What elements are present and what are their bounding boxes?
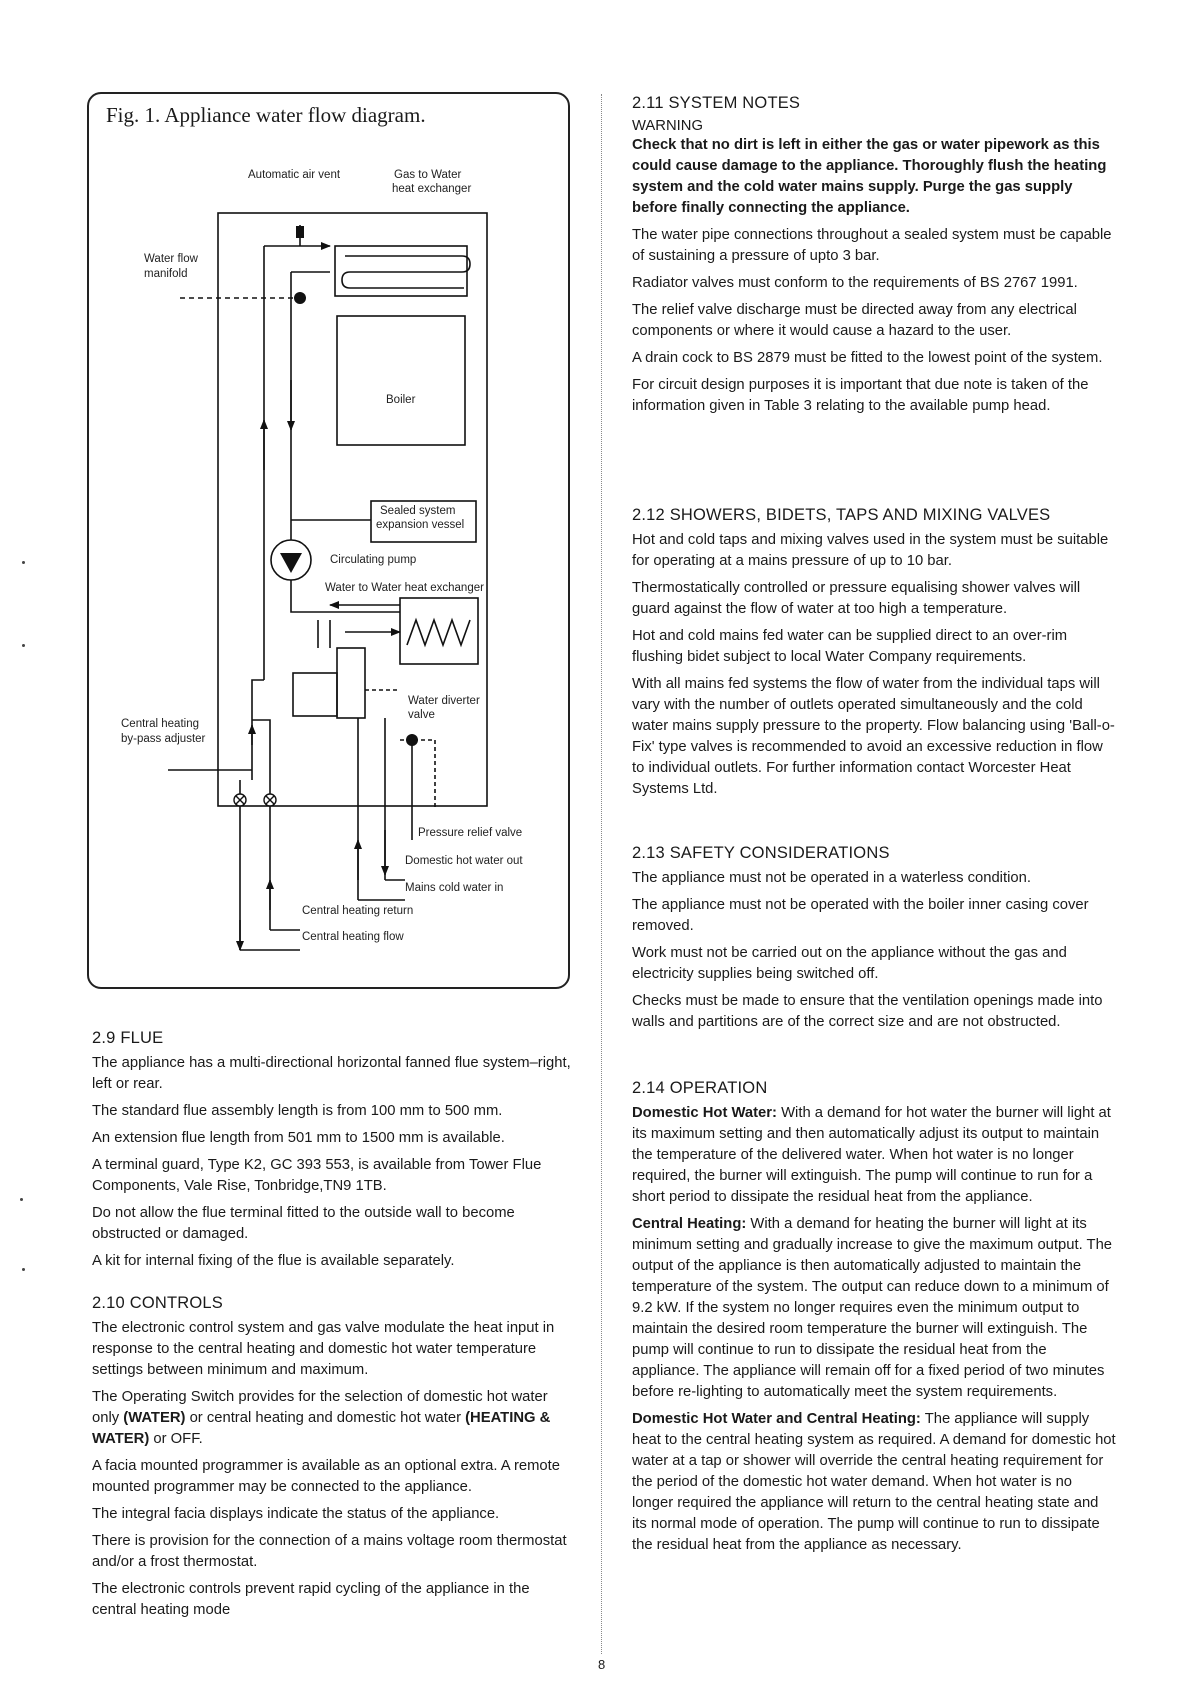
- margin-speck: [22, 644, 25, 647]
- margin-speck: [22, 561, 25, 564]
- controls-p6: The electronic controls prevent rapid cycling of the appliance in the central heating mode: [92, 1581, 530, 1618]
- operation-both: [632, 1409, 1116, 1556]
- section-flue: [92, 1029, 574, 1278]
- label-ch-bypass-2: by-pass adjuster: [121, 733, 206, 745]
- label-circulating-pump: Circulating pump: [330, 554, 417, 566]
- warning-text: Check that no dirt is left in either the gas or water pipework as this could cause damage to the appliance. Thoroughly flush the heating system and the cold water mains supply. Purge the gas supply before finally connecting the appliance.: [632, 137, 1107, 216]
- label-sealed-1: Sealed system: [380, 505, 456, 517]
- label-ch-return: Central heating return: [302, 905, 414, 917]
- controls-p2: [92, 1387, 574, 1450]
- label-water-flow-1: Water flow: [144, 253, 198, 265]
- flue-p2: The standard flue assembly length is from 100 mm to 500 mm.: [92, 1103, 503, 1119]
- label-diverter-2: valve: [408, 709, 435, 721]
- section-operation: [632, 1079, 1116, 1562]
- operation-dhw: [632, 1103, 1116, 1208]
- showers-p3: Hot and cold mains fed water can be supplied direct to an over-rim flushing bidet subject to local Water Company requirements.: [632, 628, 1068, 665]
- label-boiler: Boiler: [386, 394, 416, 406]
- operation-both-lead: Domestic Hot Water and Central Heating:: [632, 1411, 921, 1427]
- label-pressure-relief: Pressure relief valve: [418, 827, 523, 839]
- system-notes-p1: The water pipe connections throughout a sealed system must be capable of sustaining a pressure of upto 3 bar.: [632, 227, 1112, 264]
- system-notes-p2: Radiator valves must conform to the requirements of BS 2767 1991.: [632, 275, 1078, 291]
- showers-p2: Thermostatically controlled or pressure equalising shower valves will guard against the flow of water at too high a temperature.: [632, 580, 1081, 617]
- label-mains-cold: Mains cold water in: [405, 882, 504, 894]
- operation-dhw-text: With a demand for hot water the burner will light at its maximum setting and then automatically adjust its output to maintain the temperature of the delivered water. When hot water is no longer required, the burner will extinguish. The pump will continue to run for a short period to dissipate the residual heat from the appliance.: [632, 1105, 1111, 1205]
- label-dhw-out: Domestic hot water out: [405, 855, 523, 867]
- column-divider: [601, 94, 602, 1654]
- operation-ch-lead: Central Heating:: [632, 1216, 747, 1232]
- flue-p5: Do not allow the flue terminal fitted to the outside wall to become obstructed or damaged.: [92, 1205, 515, 1242]
- system-notes-p5: For circuit design purposes it is important that due note is taken of the information given in Table 3 relating to the available pump head.: [632, 377, 1089, 414]
- safety-p2: The appliance must not be operated with the boiler inner casing cover removed.: [632, 897, 1089, 934]
- flue-heading: 2.9 FLUE: [92, 1029, 164, 1047]
- label-gas-to-water-1: Gas to Water: [394, 169, 462, 181]
- label-sealed-2: expansion vessel: [376, 519, 465, 531]
- warning-label: WARNING: [632, 118, 703, 134]
- label-diverter-1: Water diverter: [408, 695, 480, 707]
- section-system-notes: [632, 94, 1116, 423]
- operation-ch-text: With a demand for heating the burner will light at its minimum setting and gradually increase to give the maximum output. The output of the appliance is then automatically adjusted to maintain the temperature of the system. The output can reduce down to a minimum of 9.2 kW. If the system no longer requires even the minimum output to maintain the desired room temperature the burner will extinguish. The pump will continue to run to dissipate the residual heat from the appliance. The appliance will remain off for a fixed period of two minutes before re-lighting to automatically meet the system requirements.: [632, 1216, 1113, 1400]
- page-number: 8: [598, 1657, 606, 1672]
- label-water-flow-2: manifold: [144, 268, 188, 280]
- controls-p5: There is provision for the connection of a mains voltage room thermostat and/or a frost thermostat.: [92, 1533, 567, 1570]
- safety-p4: Checks must be made to ensure that the ventilation openings made into walls and partitions are of the correct size and are not obstructed.: [632, 993, 1103, 1030]
- section-safety: [632, 844, 1116, 1039]
- margin-speck: [20, 1198, 23, 1201]
- label-automatic-air-vent: Automatic air vent: [248, 169, 341, 181]
- controls-heading: 2.10 CONTROLS: [92, 1294, 223, 1312]
- showers-heading: 2.12 SHOWERS, BIDETS, TAPS AND MIXING VALVES: [632, 506, 1051, 524]
- flue-p3: An extension flue length from 501 mm to 1500 mm is available.: [92, 1130, 505, 1146]
- operation-both-text: The appliance will supply heat to the central heating system as required. A demand for domestic hot water at a tap or shower will override the central heating requirement for the period of the domestic hot water demand. When hot water is no longer required the appliance will return to the central heating state and its normal mode of operation. The pump will continue to run to dissipate the residual heat from the appliance as necessary.: [632, 1411, 1116, 1553]
- controls-p2a: The Operating Switch provides for the selection of domestic hot water only: [92, 1389, 548, 1426]
- controls-p3: A facia mounted programmer is available as an optional extra. A remote mounted programmer may be connected to the appliance.: [92, 1458, 561, 1495]
- flue-p1: The appliance has a multi-directional horizontal fanned flue system–right, left or rear.: [92, 1055, 571, 1092]
- system-notes-p3: The relief valve discharge must be directed away from any electrical components or where it would cause a hazard to the user.: [632, 302, 1077, 339]
- margin-speck: [22, 1268, 25, 1271]
- safety-p3: Work must not be carried out on the appliance without the gas and electricity supplies being switched off.: [632, 945, 1067, 982]
- operation-dhw-lead: Domestic Hot Water:: [632, 1105, 777, 1121]
- boiler-box: [337, 316, 465, 445]
- label-ch-bypass-1: Central heating: [121, 718, 199, 730]
- controls-p2c: or central heating and domestic hot water: [185, 1410, 466, 1426]
- controls-p1: The electronic control system and gas valve modulate the heat input in response to the central heating and domestic hot water temperature settings between minimum and maximum.: [92, 1320, 555, 1378]
- safety-p1: The appliance must not be operated in a waterless condition.: [632, 870, 1031, 886]
- section-controls: [92, 1294, 574, 1627]
- controls-p2d: (HEATING & WATER): [92, 1410, 551, 1447]
- water-flow-diagram: [88, 93, 569, 988]
- showers-p4: With all mains fed systems the flow of water from the individual taps will vary with the number of outlets operated simultaneously and the cold water mains supply pressure to the property. Flow balancing using 'Ball-o-Fix' type valves is recommended to avoid an excessive reduction in flow to individual outlets. For further information contact Worcester Heat Systems Ltd.: [632, 676, 1115, 797]
- label-ch-flow: Central heating flow: [302, 931, 404, 943]
- system-notes-heading: 2.11 SYSTEM NOTES: [632, 94, 801, 112]
- diverter-valve-body: [337, 648, 365, 718]
- operation-ch: [632, 1214, 1116, 1403]
- safety-heading: 2.13 SAFETY CONSIDERATIONS: [632, 844, 890, 862]
- operation-heading: 2.14 OPERATION: [632, 1079, 768, 1097]
- label-water-to-water: Water to Water heat exchanger: [325, 582, 484, 594]
- flue-p4: A terminal guard, Type K2, GC 393 553, is available from Tower Flue Components, Vale Rise, Tonbridge,TN9 1TB.: [92, 1157, 542, 1194]
- label-gas-to-water-2: heat exchanger: [392, 183, 472, 195]
- system-notes-p4: A drain cock to BS 2879 must be fitted to the lowest point of the system.: [632, 350, 1103, 366]
- controls-p2b: (WATER): [123, 1410, 186, 1426]
- flue-p6: A kit for internal fixing of the flue is available separately.: [92, 1253, 455, 1269]
- showers-p1: Hot and cold taps and mixing valves used in the system must be suitable for operating at a mains pressure of up to 10 bar.: [632, 532, 1109, 569]
- controls-p4: The integral facia displays indicate the status of the appliance.: [92, 1506, 500, 1522]
- controls-p2e: or OFF.: [149, 1431, 203, 1447]
- section-showers: [632, 506, 1116, 806]
- figure-title: Fig. 1. Appliance water flow diagram.: [106, 103, 426, 127]
